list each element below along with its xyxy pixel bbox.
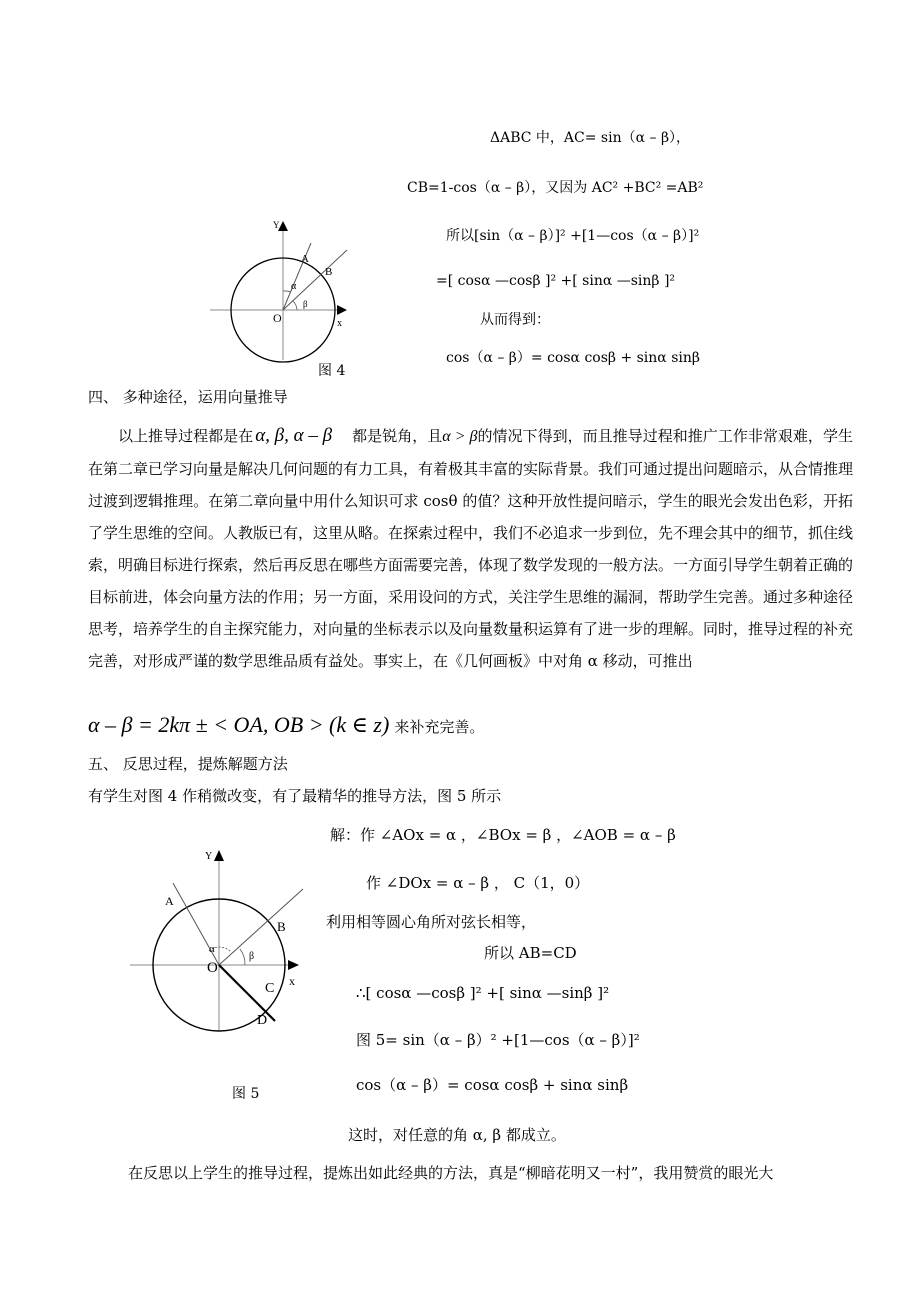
solution-line-3: 利用相等圆心角所对弦长相等，	[326, 913, 537, 931]
vector-formula-tail: 来补充完善。	[394, 718, 485, 736]
solution-line-8: 这时，对任意的角 α, β 都成立。	[348, 1126, 566, 1144]
solution-line-5: ∴[ cosα —cosβ ]² +[ sinα —sinβ ]²	[356, 984, 610, 1002]
figure-4-diagram	[205, 215, 365, 365]
derivation-line-1: ΔABC 中，AC= sin（α – β），	[490, 130, 691, 146]
fig4-y-label: Y	[273, 220, 280, 230]
para-text-rest: 的情况下得到，而且推导过程和推广工作非常艰难，学生在第二章已学习向量是解决几何问题的有力工具，有着极其丰富的实际背景。我们可通过提出问题暗示，从合情推理过渡到逻辑推理。在第二章向量中用什么知识可求 cosθ 的值？这种开放性提问暗示，学生的眼光会发出色彩，开拓了学生思维的空间。人教版已有，这里从略。在探索过程中，我们不必追求一步到位，先不理会其中的细节，抓住线索，明确目标进行探索，然后再反思在哪些方面需要完善，体现了数学发现的一般方法。一方面引导学生朝着正确的目标前进，体会向量方法的作用；另一方面，采用设问的方式，关注学生思维的漏洞，帮助学生完善。通过多种途径思考，培养学生的自主探究能力，对向量的坐标表示以及向量数量积运算有了进一步的理解。同时，推导过程的补充完善，对形成严谨的数学思维品质有益处。事实上，在《几何画板》中对角 α 移动，可推出	[88, 427, 854, 670]
para-text-mid: 都是锐角，且	[352, 427, 443, 445]
fig5-point-c-label: C	[265, 981, 275, 996]
fig5-x-label: x	[289, 974, 295, 988]
closing-line: 在反思以上学生的推导过程，提炼出如此经典的方法，真是“柳暗花明又一村”，我用赞赏的眼光大	[128, 1164, 774, 1182]
figure-5-diagram	[125, 845, 315, 1035]
solution-line-2: 作 ∠DOx = α – β ， C（1，0）	[366, 874, 590, 892]
fig5-point-a-label: A	[165, 894, 174, 908]
derivation-line-6: cos（α – β）= cosα cosβ + sinα sinβ	[446, 350, 700, 366]
figure-5-caption: 图 5	[232, 1086, 260, 1102]
section-4-paragraph	[88, 420, 853, 677]
fig4-alpha-label: α	[291, 281, 297, 292]
section-4-heading: 四、 多种途径，运用向量推导	[88, 388, 288, 406]
figure-4-caption: 图 4	[318, 363, 346, 379]
section-5-heading: 五、 反思过程，提炼解题方法	[88, 755, 288, 773]
vector-formula: α – β = 2kπ ± < OA, OB > (k ∈ z)	[88, 712, 390, 737]
fig4-beta-label: β	[303, 299, 308, 309]
para-math-inequality: α > β	[442, 428, 478, 445]
fig4-point-a-label: A	[301, 253, 309, 265]
fig5-point-d-label: D	[257, 1013, 268, 1028]
fig4-point-b-label: B	[325, 266, 333, 278]
solution-line-6: 图 5= sin（α – β）² +[1—cos（α – β）]²	[356, 1031, 640, 1049]
fig5-origin-label: O	[207, 960, 218, 976]
fig5-y-label: Y	[205, 851, 213, 862]
solution-line-1: 解：作 ∠AOx = α ，∠BOx = β ，∠AOB = α – β	[330, 826, 676, 844]
para-math-angles: α, β, α – β	[255, 425, 333, 446]
derivation-line-4: =[ cosα —cosβ ]² +[ sinα —sinβ ]²	[436, 273, 676, 289]
fig5-alpha-label: α	[209, 943, 215, 955]
fig4-x-label: x	[337, 318, 342, 329]
derivation-line-2: CB=1-cos（α – β），又因为 AC² +BC² =AB²	[407, 180, 704, 196]
para-text-start: 以上推导过程都是在	[118, 427, 254, 445]
derivation-line-5: 从而得到：	[480, 312, 550, 328]
fig5-beta-label: β	[249, 951, 255, 962]
derivation-line-3: 所以[sin（α – β）]² +[1—cos（α – β）]²	[446, 228, 700, 244]
solution-line-4: 所以 AB=CD	[484, 944, 577, 962]
fig5-point-b-label: B	[277, 919, 286, 934]
vector-formula-line	[88, 712, 484, 738]
section-5-intro: 有学生对图 4 作稍微改变，有了最精华的推导方法，图 5 所示	[88, 787, 502, 805]
fig4-origin-label: O	[273, 311, 282, 325]
solution-line-7: cos（α – β）= cosα cosβ + sinα sinβ	[356, 1076, 629, 1094]
